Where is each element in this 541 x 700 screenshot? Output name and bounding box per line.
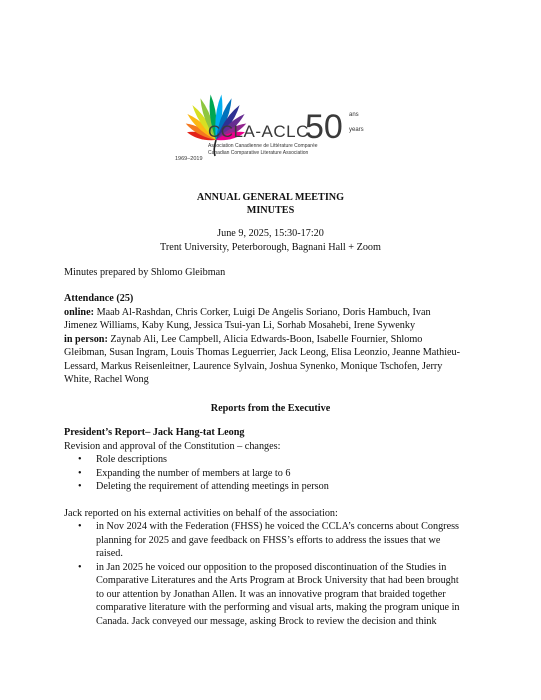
inperson-names-1: Zaynab Ali, Lee Campbell, Alicia Edwards-Boon, Isabelle Fournier, Shlomo [107,333,423,345]
activity2-line5: Canada. Jack conveyed our message, asking Brock to review the decision and think [96,615,437,627]
attendance-inperson-line3: Lessard, Markus Reisenleitner, Laurence Sylvain, Joshua Synenko, Monique Tschofen, Jerry [64,360,443,372]
activity1-line2: planning for 2025 and gave feedback on FHSS’s efforts to address the issues that we [96,534,441,546]
activity1-line1: • in Nov 2024 with the Federation (FHSS) he voiced the CCLA’s concerns about Congress [96,521,460,532]
activities-intro: Jack reported on his external activities on behalf of the association: [64,507,338,519]
constitution-intro: Revision and approval of the Constitution – changes: [64,440,281,452]
online-label: online: [64,306,95,318]
presidents-report-heading: President’s Report– Jack Hang-tat Leong [64,427,245,438]
attendance-inperson-line2: Gleibman, Susan Ingram, Louis Thomas Leguerrier, Jack Leong, Elisa Leonzio, Jeanne Mathieu- [64,347,461,358]
list-item: • Expanding the number of members at large to 6 [64,467,484,481]
attendance-online-line1 [64,306,484,320]
inperson-label: in person: [64,333,108,345]
attendance-section [64,292,484,387]
ccla-aclc-logo [168,62,378,170]
list-item [64,561,484,629]
logo-french-name: Association Canadienne de Littérature Comparée [208,143,318,149]
attendance-inperson-line1 [64,333,484,347]
activities-list [64,520,484,628]
activity2-line1: • in Jan 2025 he voiced our opposition to the proposed discontinuation of the Studies in [96,561,447,573]
list-item: • Deleting the requirement of attending meetings in person [64,480,484,494]
presidents-report [64,426,484,628]
logo-ans: ans [349,112,359,118]
logo-wordmark: CCLA-ACLC [208,122,309,141]
logo-english-name: Canadian Comparative Literature Association [208,150,309,156]
logo-fifty: 50 [305,108,343,146]
online-names-1: Maab Al-Rashdan, Chris Corker, Luigi De Angelis Soriano, Doris Hambuch, Ivan [94,306,431,318]
meeting-location: Trent University, Peterborough, Bagnani Hall + Zoom [160,242,381,253]
list-item [64,520,484,561]
section-heading: Reports from the Executive [210,403,331,414]
activity2-line2: Comparative Literatures and the Arts Program at Brock University that had been brought [96,575,459,586]
logo-dates: 1969–2019 [175,156,203,162]
attendance-online-line2: Jimenez Williams, Kaby Kung, Jessica Tsui-yan Li, Sorhab Mosahebi, Irene Sywenky [64,320,416,331]
activity1-line3: raised. [96,548,123,559]
meeting-date-time: June 9, 2025, 15:30-17:20 [217,228,324,239]
activity2-line3: to our attention by Jonathan Allen. It was an innovative program that braided together [96,588,446,600]
attendance-heading: Attendance (25) [64,293,134,304]
document-subtitle: MINUTES [246,205,295,216]
constitution-changes-list [64,453,484,494]
attendance-inperson-line4: White, Rachel Wong [64,374,149,385]
logo-years: years [349,127,364,133]
prepared-by: Minutes prepared by Shlomo Gleibman [64,267,226,278]
activity2-line4: comparative literature with the performing and visual arts, making the program unique in [96,602,460,613]
list-item: • Role descriptions [64,453,484,467]
document-title: ANNUAL GENERAL MEETING [196,192,345,203]
